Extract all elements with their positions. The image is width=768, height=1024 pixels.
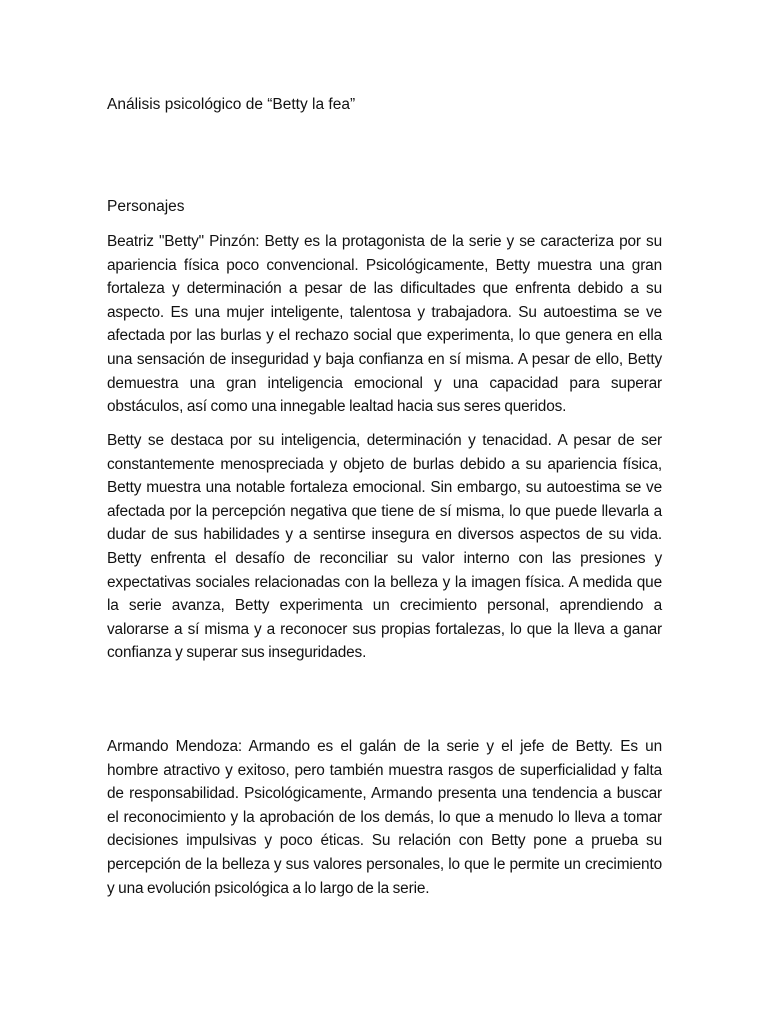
section-heading: Personajes xyxy=(107,198,185,215)
paragraph-betty-pinzon: Beatriz "Betty" Pinzón: Betty es la protagonista de la serie y se caracteriza por su apariencia física poco convencional. Psicológicamente, Betty muestra una gran fortaleza y determinación a pesar de las dificultades que enfrenta debido a su aspecto. Es una mujer inteligente, talentosa y trabajadora. Su autoestima se ve afectada por las burlas y el rechazo social que experimenta, lo que genera en ella una sensación de inseguridad y baja confianza en sí misma. A pesar de ello, Betty demuestra una gran inteligencia emocional y una capacidad para superar obstáculos, así como una innegable lealtad hacia sus seres queridos. xyxy=(107,233,662,416)
document-title: Análisis psicológico de “Betty la fea” xyxy=(107,96,356,113)
paragraph-armando-mendoza: Armando Mendoza: Armando es el galán de la serie y el jefe de Betty. Es un hombre atractivo y exitoso, pero también muestra rasgos de superficialidad y falta de responsabilidad. Psicológicamente, Armando presenta una tendencia a buscar el reconocimiento y la aprobación de los demás, lo que a menudo lo lleva a tomar decisiones impulsivas y poco éticas. Su relación con Betty pone a prueba su percepción de la belleza y sus valores personales, lo que le permite un crecimiento y una evolución psicológica a lo largo de la serie. xyxy=(107,738,662,897)
paragraph-betty-analysis: Betty se destaca por su inteligencia, determinación y tenacidad. A pesar de ser constantemente menospreciada y objeto de burlas debido a su apariencia física, Betty muestra una notable fortaleza emocional. Sin embargo, su autoestima se ve afectada por la percepción negativa que tiene de sí misma, lo que puede llevarla a dudar de sus habilidades y a sentirse insegura en diversos aspectos de su vida. Betty enfrenta el desafío de reconciliar su valor interno con las presiones y expectativas sociales relacionadas con la belleza y la imagen física. A medida que la serie avanza, Betty experimenta un crecimiento personal, aprendiendo a valorarse a sí misma y a reconocer sus propias fortalezas, lo que la lleva a ganar confianza y superar sus inseguridades. xyxy=(107,432,662,662)
